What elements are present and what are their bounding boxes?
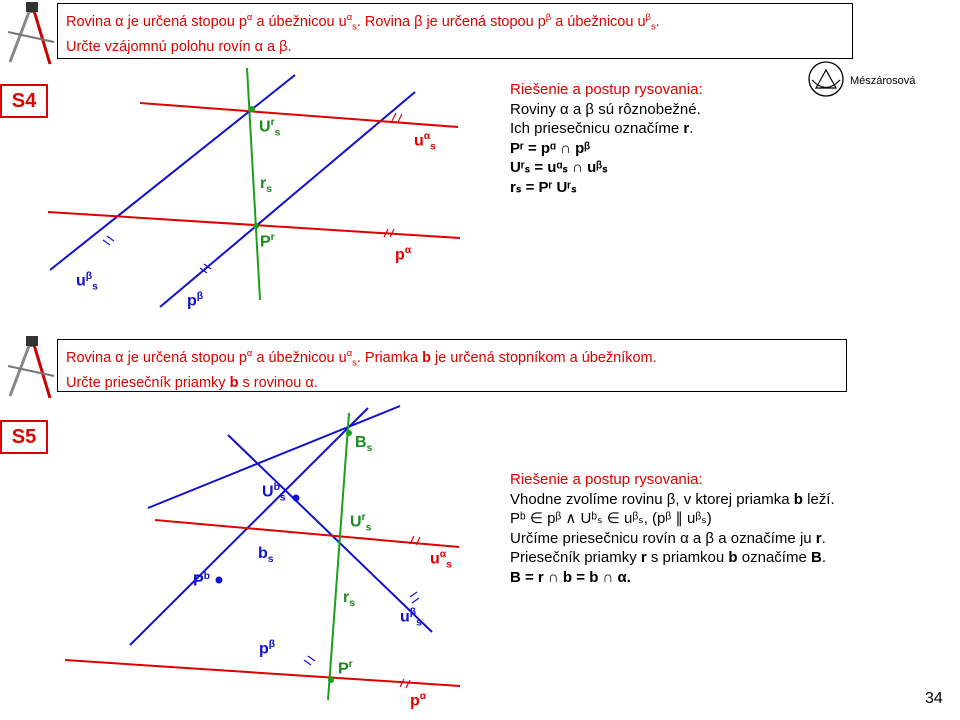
s4-point-Pr — [253, 223, 259, 229]
s4-label-Urs: $U^r_s$ — [259, 117, 281, 139]
s5-solution-heading: Riešenie a postup rysovania: — [510, 471, 703, 488]
s5-line-r-s — [328, 413, 349, 700]
s5-label-ub-s: $u^\beta_s$ — [400, 607, 422, 629]
s4-label-ub-s: $u^\beta_s$ — [76, 271, 98, 293]
s4-label-ua-s: $u^\alpha_s$ — [414, 131, 436, 153]
s5-label-ua-s: $u^\alpha_s$ — [430, 549, 452, 571]
s5-solution — [510, 470, 835, 587]
s5-solution-line5: B = r ∩ b = b ∩ α. — [510, 568, 631, 586]
s5-label-bs: $b_s$ — [258, 545, 274, 566]
s4-badge: S4 — [0, 84, 48, 118]
s5-label-Urs: $U^r_s$ — [350, 512, 372, 534]
s5-task-box — [57, 339, 847, 392]
s4-solution-line1: Roviny α a β sú rôznobežné. — [510, 100, 701, 118]
s5-label-Ubs: $U^b_s$ — [262, 482, 286, 504]
s5-label-pb: $p^\beta$ — [259, 639, 276, 658]
s5-line-ua-s — [155, 520, 459, 547]
s5-label-Pr: $P^r$ — [338, 659, 353, 678]
s5-point-Ubs — [293, 495, 300, 502]
s5-task-line2: Určte priesečník priamky b s rovinou α. — [66, 374, 318, 391]
s5-line-pa — [65, 660, 460, 686]
s4-task-line1: Rovina α je určená stopou $p^\alpha$ a úbežnicou $u^\alpha_s$. Rovina β je určená stopou $p^\beta$ a úbežnicou $u^\beta_s$. — [66, 11, 660, 32]
s5-label-pa: $p^\alpha$ — [410, 691, 427, 710]
s5-solution-line2: Pᵇ ∈ pᵝ ∧ Uᵇₛ ∈ uᵝₛ, (pᵝ ∥ uᵝₛ) — [510, 510, 712, 527]
s4-solution-heading: Riešenie a postup rysovania: — [510, 81, 703, 98]
s5-point-Pb — [216, 577, 223, 584]
s4-line-r-s — [247, 68, 260, 300]
compass-icon — [8, 336, 54, 398]
s5-badge: S5 — [0, 420, 48, 454]
author-logo-icon — [809, 62, 843, 96]
s5-label-rs: $r_s$ — [343, 589, 356, 610]
s5-point-Pr — [328, 677, 334, 683]
s4-solution-line5: rₛ = Pʳ Uʳₛ — [510, 178, 577, 196]
s4-solution — [510, 80, 703, 197]
s5-task-line1: Rovina α je určená stopou $p^\alpha$ a úbežnicou $u^\alpha_s$. Priamka b je určená stopníkom a úbežníkom. — [66, 347, 657, 368]
s5-solution-line1: Vhodne zvolíme rovinu β, v ktorej priamka b leží. — [510, 490, 835, 508]
compass-icon — [8, 2, 54, 64]
s4-line-ua-s — [140, 103, 458, 127]
s4-label-rs: $r_s$ — [260, 175, 273, 196]
s4-line-pb — [160, 92, 415, 310]
s5-point-Bs — [346, 430, 352, 436]
s5-solution-line3: Určíme priesečnicu rovín α a β a označíme ju r. — [510, 529, 826, 547]
s4-point-Urs — [249, 106, 255, 112]
s4-task-line2: Určte vzájomnú polohu rovín α a β. — [66, 38, 292, 55]
author-name: Mészárosová — [850, 75, 916, 87]
s5-label-Bs: $B_s$ — [355, 434, 373, 455]
s5-line-ub-s — [228, 435, 432, 632]
s4-label-pb: $p^\beta$ — [187, 291, 204, 310]
s4-line-ub-s — [50, 75, 295, 270]
s5-label-Pb: $P^b$ — [193, 571, 211, 590]
s4-solution-line2: Ich priesečnicu označíme r. — [510, 120, 694, 137]
s4-label-pa: $p^\alpha$ — [395, 245, 412, 264]
s4-label-Pr: $P^r$ — [260, 232, 275, 251]
s5-line-b-s — [130, 408, 368, 645]
s4-solution-line3: Pʳ = pᵅ ∩ pᵝ — [510, 139, 591, 157]
s4-drawing — [48, 68, 460, 310]
page-number: 34 — [925, 690, 943, 707]
s4-solution-line4: Uʳₛ = uᵅₛ ∩ uᵝₛ — [510, 159, 608, 176]
s4-task-box — [57, 3, 853, 59]
s5-solution-line4: Priesečník priamky r s priamkou b označíme B. — [510, 549, 826, 566]
